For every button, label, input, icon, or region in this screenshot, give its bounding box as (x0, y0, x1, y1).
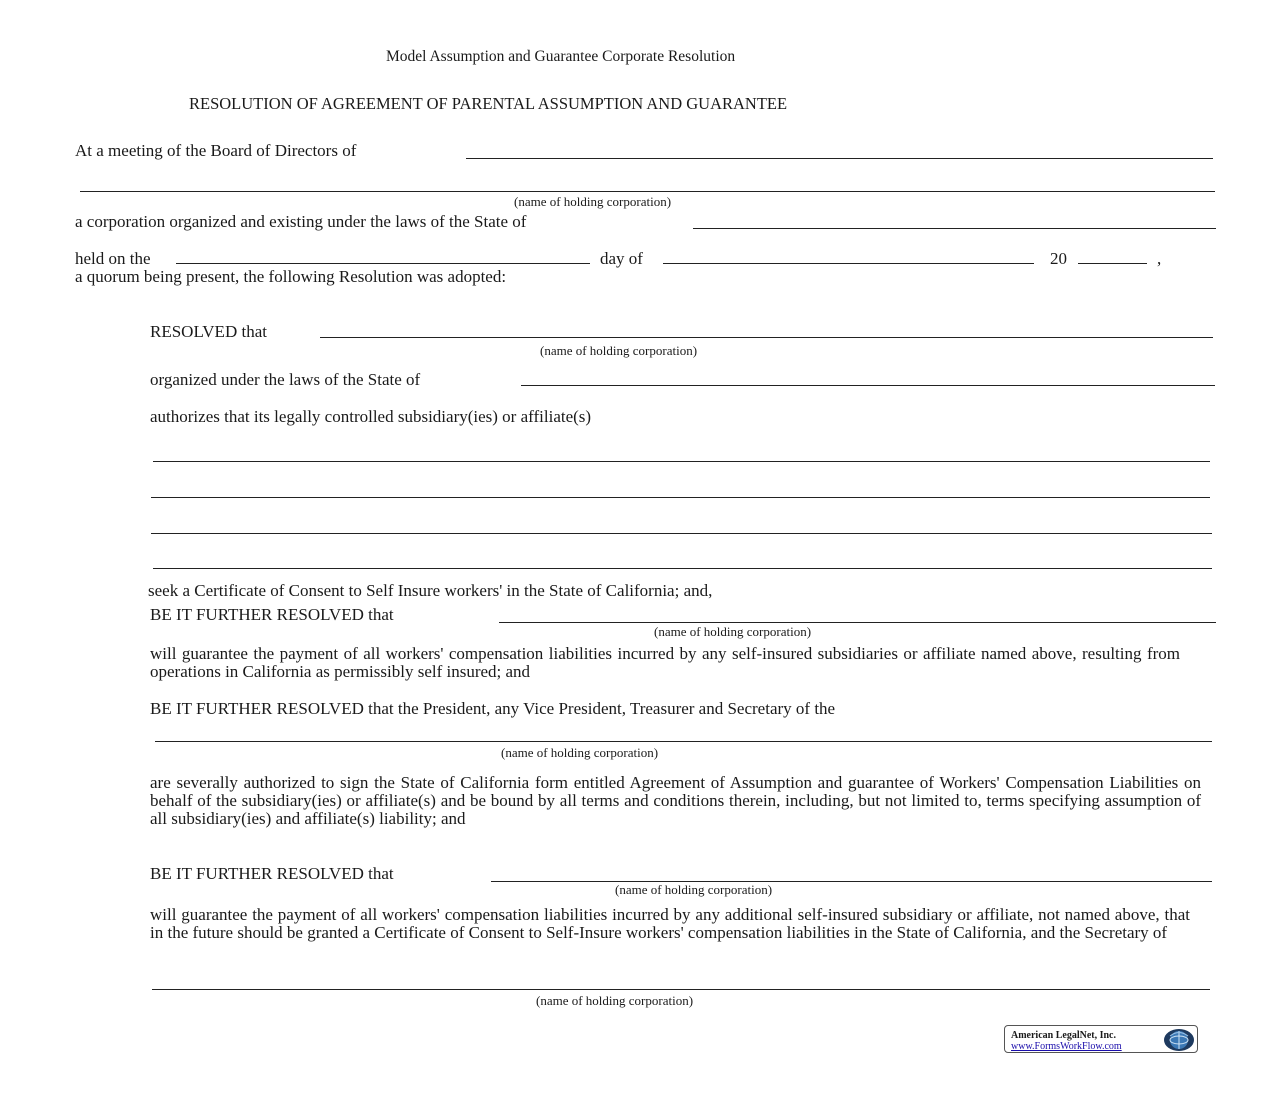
footer-badge[interactable] (1004, 1025, 1198, 1053)
form-header: Model Assumption and Guarantee Corporate Resolution (386, 48, 736, 65)
secretary-corp-name-field[interactable] (152, 989, 1210, 990)
resolved-corp-name-field[interactable] (320, 337, 1213, 338)
officers-corp-name-field[interactable] (155, 741, 1212, 742)
held-month-field[interactable] (663, 263, 1034, 264)
footer-company: American LegalNet, Inc. (1011, 1030, 1116, 1041)
caption-holding-corp: (name of holding corporation) (540, 343, 698, 358)
caption-holding-corp: (name of holding corporation) (615, 882, 773, 897)
corp-state-label: a corporation organized and existing under the laws of the State of (75, 212, 527, 231)
quorum-text: a quorum being present, the following Resolution was adopted: (75, 267, 507, 286)
resolved-state-field[interactable] (521, 385, 1215, 386)
subsidiary-field-1[interactable] (153, 461, 1210, 462)
page-title: RESOLUTION OF AGREEMENT OF PARENTAL ASSUMPTION AND GUARANTEE (189, 94, 788, 113)
subsidiary-field-2[interactable] (151, 497, 1210, 498)
subsidiary-field-3[interactable] (151, 533, 1212, 534)
organized-label: organized under the laws of the State of (150, 370, 421, 389)
caption-holding-corp: (name of holding corporation) (654, 624, 812, 639)
board-corp-name-field[interactable] (466, 158, 1213, 159)
board-corp-name-cont-field[interactable] (80, 191, 1215, 192)
caption-holding-corp: (name of holding corporation) (501, 745, 659, 760)
state-of-corp-field[interactable] (693, 228, 1216, 229)
further-corp-name-field-1[interactable] (499, 622, 1216, 623)
caption-holding-corp: (name of holding corporation) (514, 194, 672, 209)
seek-certificate-text: seek a Certificate of Consent to Self Insure workers' in the State of California; and, (148, 581, 713, 600)
guarantee-paragraph-1: will guarantee the payment of all workers' compensation liabilities incurred by any self-insured subsidiaries or affiliate named above, resulting from operations in California as permissibly self insured; and (150, 644, 1180, 681)
caption-holding-corp: (name of holding corporation) (536, 993, 694, 1008)
held-day-field[interactable] (176, 263, 590, 264)
further-corp-name-field-2[interactable] (491, 881, 1212, 882)
subsidiary-field-4[interactable] (153, 568, 1212, 569)
held-year-field[interactable] (1078, 263, 1147, 264)
resolved-label: RESOLVED that (150, 322, 267, 341)
guarantee-paragraph-2: will guarantee the payment of all workers' compensation liabilities incurred by any additional self-insured subsidiary or affiliate, not named above, that in the future should be granted a Certificate of Consent to Self-Insure workers' compensation liabilities in the State of California, and the Secretary of (150, 905, 1190, 942)
held-on-label: held on the (75, 249, 151, 268)
further-resolved-label-2: BE IT FURTHER RESOLVED that (150, 864, 394, 883)
globe-icon (1160, 1027, 1194, 1053)
authorizes-text: authorizes that its legally controlled subsidiary(ies) or affiliate(s) (150, 407, 592, 426)
year-comma: , (1157, 249, 1162, 268)
year-prefix: 20 (1050, 249, 1067, 268)
day-of-label: day of (600, 249, 643, 268)
further-resolved-label: BE IT FURTHER RESOLVED that (150, 605, 394, 624)
meeting-label: At a meeting of the Board of Directors of (75, 141, 357, 160)
officers-text: BE IT FURTHER RESOLVED that the President, any Vice President, Treasurer and Secretary of the (150, 699, 836, 718)
footer-website-link[interactable]: www.FormsWorkFlow.com (1011, 1041, 1122, 1052)
authorized-paragraph: are severally authorized to sign the State of California form entitled Agreement of Assumption and guarantee of Workers' Compensation Liabilities on behalf of the subsidiary(ies) or affiliate(s) and be bound by all terms and conditions therein, including, but not limited to, terms specifying assumption of all subsidiary(ies) and affiliate(s) liability; and (150, 773, 1201, 828)
